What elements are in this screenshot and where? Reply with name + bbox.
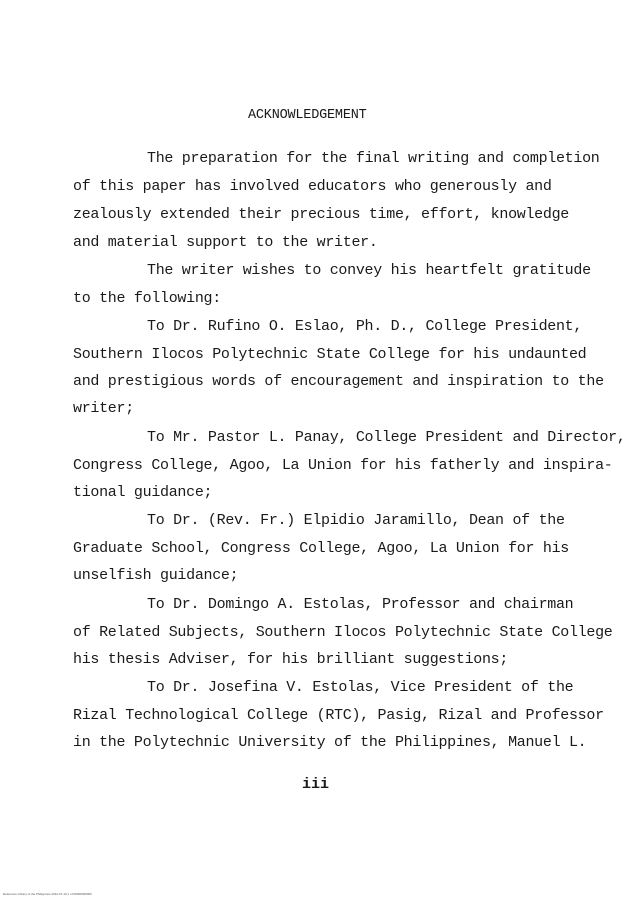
body-line: To Dr. Domingo A. Estolas, Professor and chairman [147, 596, 574, 613]
page-title: ACKNOWLEDGEMENT [248, 108, 367, 123]
body-line: The writer wishes to convey his heartfelt gratitude [147, 262, 591, 279]
body-line: of Related Subjects, Southern Ilocos Polytechnic State College [73, 624, 613, 641]
body-line: in the Polytechnic University of the Philippines, Manuel L. [73, 734, 587, 751]
body-line: Congress College, Agoo, La Union for his fatherly and inspira- [73, 457, 613, 474]
body-line: unselfish guidance; [73, 567, 239, 584]
body-line: Graduate School, Congress College, Agoo, La Union for his [73, 540, 569, 557]
archive-footer: Reference Library of the Philippines 2012-07-10 1 of 00006000000 [3, 892, 92, 896]
body-line: To Dr. (Rev. Fr.) Elpidio Jaramillo, Dean of the [147, 512, 565, 529]
body-line: To Mr. Pastor L. Panay, College President and Director, [147, 429, 626, 446]
body-line: and prestigious words of encouragement and inspiration to the [73, 373, 604, 390]
body-line: tional guidance; [73, 484, 213, 501]
body-line: The preparation for the final writing and completion [147, 150, 600, 167]
body-line: to the following: [73, 290, 221, 307]
body-line: To Dr. Rufino O. Eslao, Ph. D., College President, [147, 318, 583, 335]
body-line: zealously extended their precious time, effort, knowledge [73, 206, 569, 223]
body-line: writer; [73, 400, 134, 417]
body-line: Rizal Technological College (RTC), Pasig, Rizal and Professor [73, 707, 604, 724]
body-line: and material support to the writer. [73, 234, 378, 251]
body-line: his thesis Adviser, for his brilliant suggestions; [73, 651, 509, 668]
body-line: To Dr. Josefina V. Estolas, Vice President of the [147, 679, 574, 696]
page-number: iii [302, 776, 330, 793]
body-line: of this paper has involved educators who generously and [73, 178, 552, 195]
body-line: Southern Ilocos Polytechnic State College for his undaunted [73, 346, 587, 363]
